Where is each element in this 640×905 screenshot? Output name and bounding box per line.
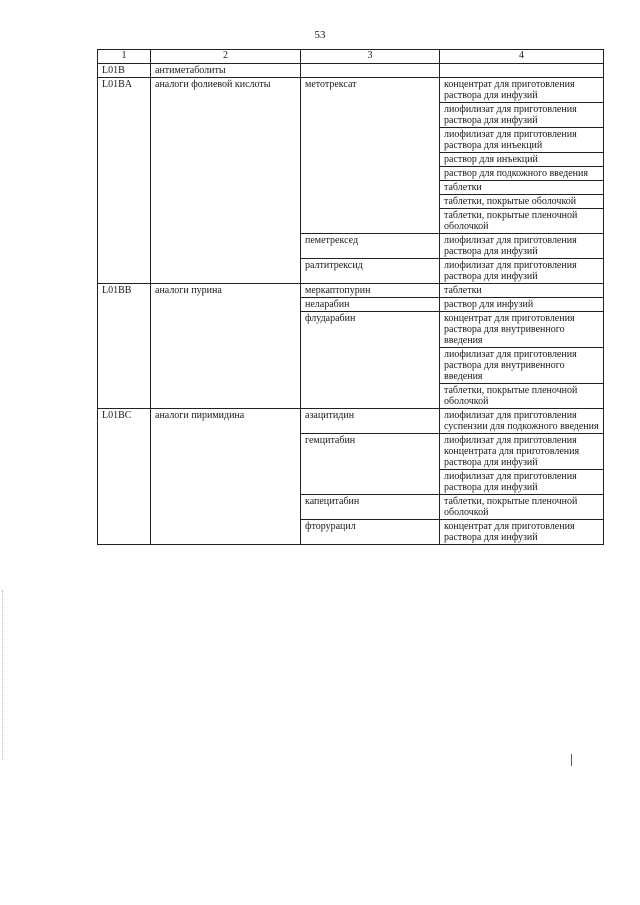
dosage-form-cell: таблетки xyxy=(440,181,604,195)
dosage-form-cell: таблетки, покрытые пленочной оболочкой xyxy=(440,384,604,409)
dosage-form-cell: лиофилизат для приготовления раствора для инфузий xyxy=(440,234,604,259)
dosage-form-cell xyxy=(440,64,604,78)
group-name-cell: антиметаболиты xyxy=(151,64,301,78)
column-header-3: 3 xyxy=(301,50,440,64)
drug-classification-table xyxy=(97,49,604,545)
column-header-2: 2 xyxy=(151,50,301,64)
drug-name-cell xyxy=(301,64,440,78)
group-name-cell: аналоги пиримидина xyxy=(151,409,301,545)
table-row xyxy=(98,409,604,434)
atc-code-cell: L01BB xyxy=(98,284,151,409)
table-body xyxy=(98,64,604,545)
drug-name-cell: ралтитрексид xyxy=(301,259,440,284)
dosage-form-cell: лиофилизат для приготовления раствора для внутривенного введения xyxy=(440,348,604,384)
drug-name-cell: фторурацил xyxy=(301,520,440,545)
atc-code-cell: L01BA xyxy=(98,78,151,284)
dosage-form-cell: таблетки, покрытые пленочной оболочкой xyxy=(440,209,604,234)
dosage-form-cell: лиофилизат для приготовления раствора для инъекций xyxy=(440,128,604,153)
page-number: 53 xyxy=(314,29,326,41)
dosage-form-cell: лиофилизат для приготовления раствора для инфузий xyxy=(440,470,604,495)
dosage-form-cell: лиофилизат для приготовления раствора для инфузий xyxy=(440,103,604,128)
margin-mark xyxy=(571,754,572,766)
group-name-cell: аналоги фолиевой кислоты xyxy=(151,78,301,284)
scan-edge-artifact xyxy=(2,590,4,760)
column-header-4: 4 xyxy=(440,50,604,64)
dosage-form-cell: лиофилизат для приготовления раствора для инфузий xyxy=(440,259,604,284)
table-row xyxy=(98,78,604,103)
drug-name-cell: флударабин xyxy=(301,312,440,409)
atc-code-cell: L01B xyxy=(98,64,151,78)
drug-name-cell: метотрексат xyxy=(301,78,440,234)
dosage-form-cell: концентрат для приготовления раствора для инфузий xyxy=(440,78,604,103)
dosage-form-cell: таблетки xyxy=(440,284,604,298)
dosage-form-cell: раствор для инфузий xyxy=(440,298,604,312)
drug-name-cell: гемцитабин xyxy=(301,434,440,495)
table-header-row xyxy=(98,50,604,64)
dosage-form-cell: раствор для подкожного введения xyxy=(440,167,604,181)
drug-name-cell: азацитидин xyxy=(301,409,440,434)
drug-name-cell: меркаптопурин xyxy=(301,284,440,298)
group-name-cell: аналоги пурина xyxy=(151,284,301,409)
drug-name-cell: капецитабин xyxy=(301,495,440,520)
drug-name-cell: неларабин xyxy=(301,298,440,312)
drug-name-cell: пеметрексед xyxy=(301,234,440,259)
dosage-form-cell: лиофилизат для приготовления концентрата для приготовления раствора для инфузий xyxy=(440,434,604,470)
dosage-form-cell: таблетки, покрытые оболочкой xyxy=(440,195,604,209)
dosage-form-cell: раствор для инъекций xyxy=(440,153,604,167)
dosage-form-cell: таблетки, покрытые пленочной оболочкой xyxy=(440,495,604,520)
dosage-form-cell: лиофилизат для приготовления суспензии для подкожного введения xyxy=(440,409,604,434)
table-row xyxy=(98,284,604,298)
table-row xyxy=(98,64,604,78)
atc-code-cell: L01BC xyxy=(98,409,151,545)
dosage-form-cell: концентрат для приготовления раствора для инфузий xyxy=(440,520,604,545)
dosage-form-cell: концентрат для приготовления раствора для внутривенного введения xyxy=(440,312,604,348)
column-header-1: 1 xyxy=(98,50,151,64)
